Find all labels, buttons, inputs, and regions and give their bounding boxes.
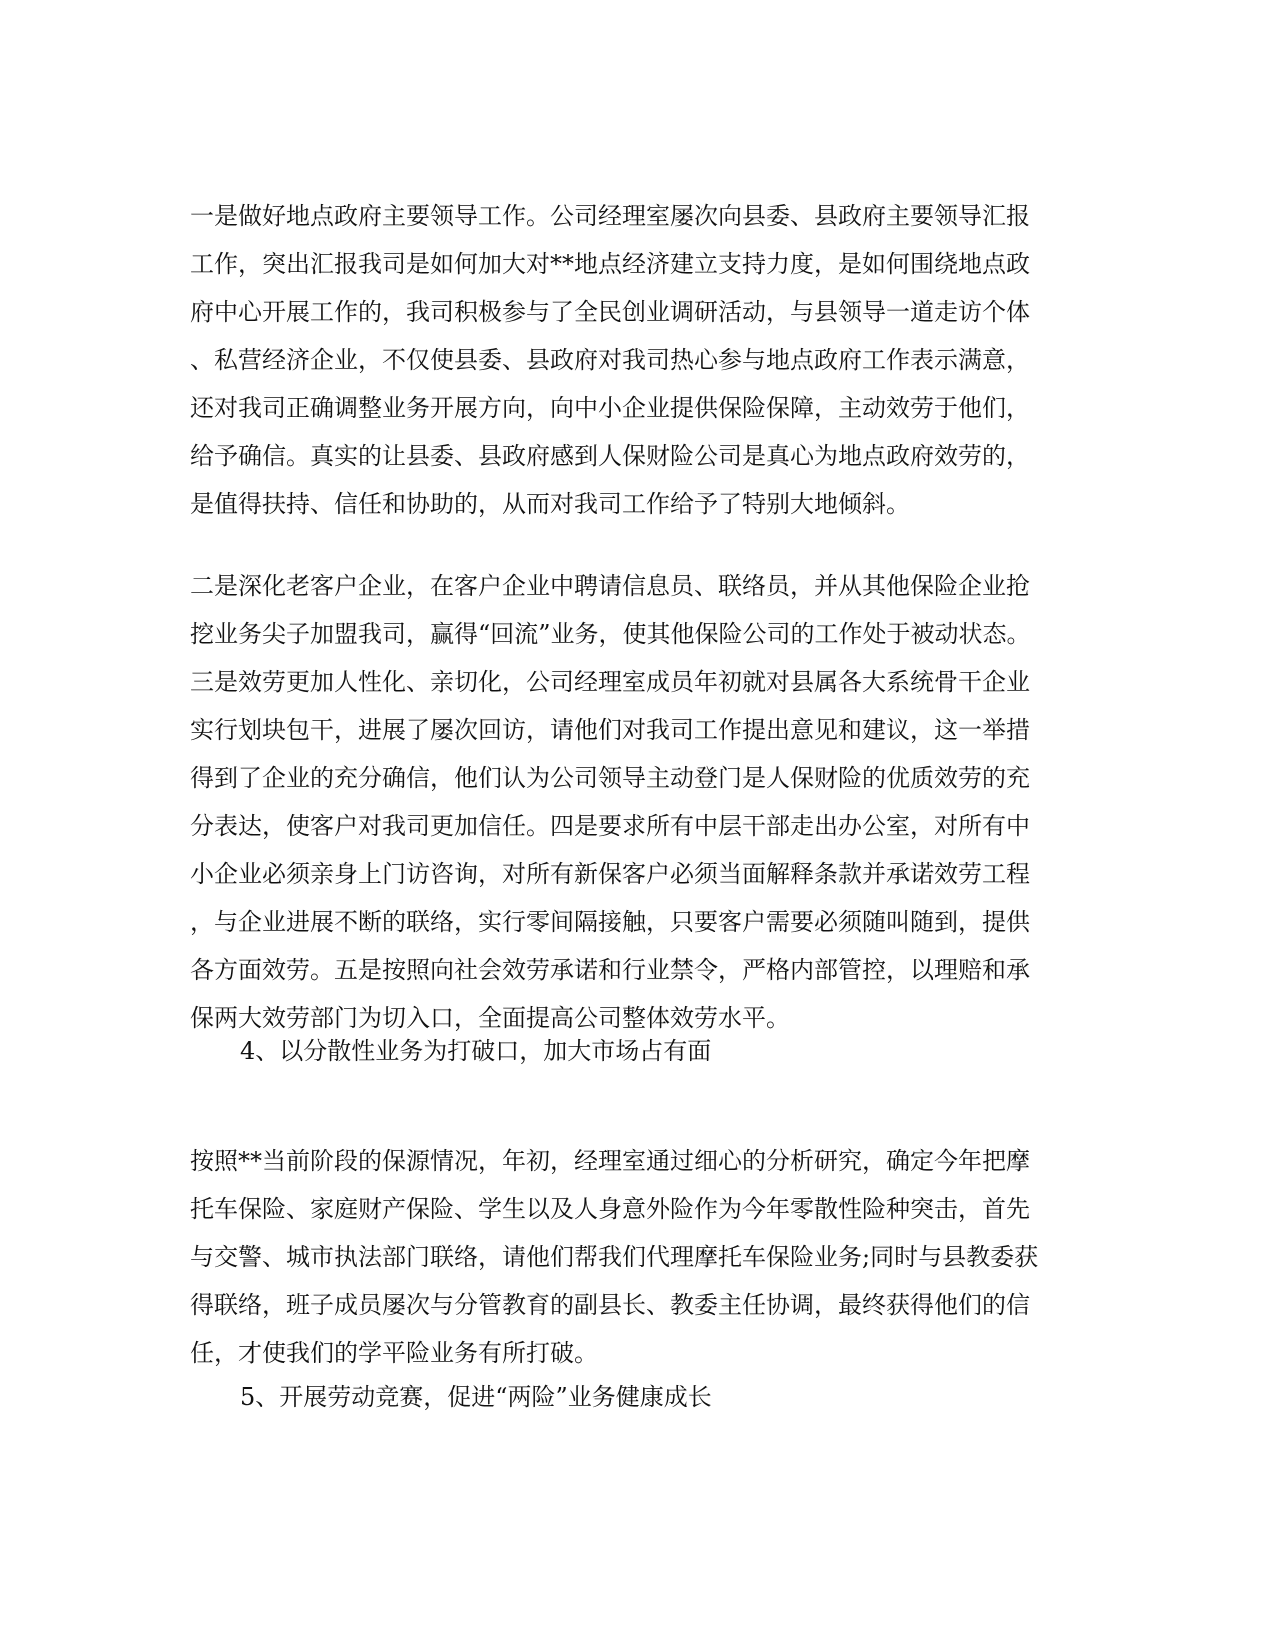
text-line: ，与企业进展不断的联络，实行零间隔接触，只要客户需要必须随叫随到，提供 (190, 908, 1030, 936)
text-line: 分表达，使客户对我司更加信任。四是要求所有中层干部走出办公室，对所有中 (190, 812, 1030, 840)
section-heading-4: 4、以分散性业务为打破口，加大市场占有面 (240, 1037, 712, 1065)
text-line: 是值得扶持、信任和协助的，从而对我司工作给予了特别大地倾斜。 (190, 490, 910, 518)
text-line: 一是做好地点政府主要领导工作。公司经理室屡次向县委、县政府主要领导汇报 (190, 202, 1030, 230)
text-line: 保两大效劳部门为切入口，全面提高公司整体效劳水平。 (190, 1004, 790, 1032)
text-line: 按照**当前阶段的保源情况，年初，经理室通过细心的分析研究，确定今年把摩 (190, 1147, 1030, 1175)
paragraph-2 (190, 562, 1080, 1042)
text-line: 、私营经济企业，不仅使县委、县政府对我司热心参与地点政府工作表示满意， (190, 346, 1030, 374)
text-line: 三是效劳更加人性化、亲切化，公司经理室成员年初就对县属各大系统骨干企业 (190, 668, 1030, 696)
text-line: 还对我司正确调整业务开展方向，向中小企业提供保险保障，主动效劳于他们， (190, 394, 1030, 422)
text-line: 府中心开展工作的，我司积极参与了全民创业调研活动，与县领导一道走访个体 (190, 298, 1030, 326)
section-heading-5: 5、开展劳动竞赛，促进“两险”业务健康成长 (240, 1383, 712, 1411)
text-line: 托车保险、家庭财产保险、学生以及人身意外险作为今年零散性险种突击，首先 (190, 1195, 1030, 1223)
text-line: 各方面效劳。五是按照向社会效劳承诺和行业禁令，严格内部管控，以理赔和承 (190, 956, 1030, 984)
text-line: 给予确信。真实的让县委、县政府感到人保财险公司是真心为地点政府效劳的， (190, 442, 1030, 470)
text-line: 得联络，班子成员屡次与分管教育的副县长、教委主任协调，最终获得他们的信 (190, 1291, 1030, 1319)
text-line: 小企业必须亲身上门访咨询，对所有新保客户必须当面解释条款并承诺效劳工程 (190, 860, 1030, 888)
text-line: 任，才使我们的学平险业务有所打破。 (190, 1339, 598, 1367)
text-line: 工作，突出汇报我司是如何加大对**地点经济建立支持力度，是如何围绕地点政 (190, 250, 1030, 278)
paragraph-1 (190, 192, 1080, 528)
text-line: 实行划块包干，进展了屡次回访，请他们对我司工作提出意见和建议，这一举措 (190, 716, 1030, 744)
text-line: 与交警、城市执法部门联络，请他们帮我们代理摩托车保险业务;同时与县教委获 (190, 1243, 1039, 1271)
text-line: 挖业务尖子加盟我司，赢得“回流”业务，使其他保险公司的工作处于被动状态。 (190, 620, 1031, 648)
text-line: 得到了企业的充分确信，他们认为公司领导主动登门是人保财险的优质效劳的充 (190, 764, 1030, 792)
text-line: 二是深化老客户企业，在客户企业中聘请信息员、联络员，并从其他保险企业抢 (190, 572, 1030, 600)
paragraph-3 (190, 1137, 1080, 1377)
